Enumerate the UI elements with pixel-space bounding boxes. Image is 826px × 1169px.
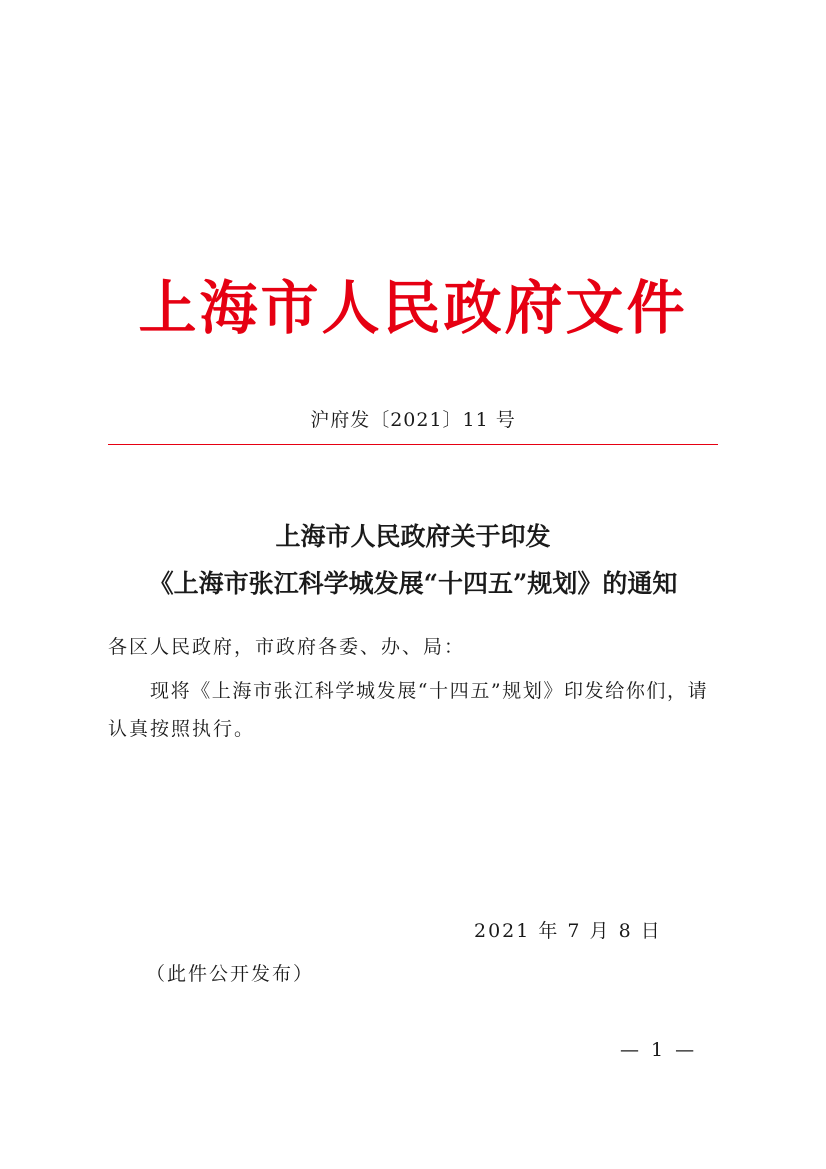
document-header-title: 上海市人民政府文件 (138, 274, 688, 342)
body-paragraph-line-1: 现将《上海市张江科学城发展“十四五”规划》印发给你们，请 (150, 680, 709, 702)
page-number: — 1 — (620, 1039, 698, 1061)
issue-date: 2021 年 7 月 8 日 (474, 920, 662, 942)
document-number: 沪府发〔2021〕11 号 (310, 409, 516, 431)
notice-title-line-1: 上海市人民政府关于印发 (275, 522, 551, 551)
body-paragraph-line-2: 认真按照执行。 (108, 718, 256, 740)
public-release-note: （此件公开发布） (146, 963, 315, 985)
addressee-line: 各区人民政府，市政府各委、办、局： (108, 636, 466, 658)
notice-title-line-2: 《上海市张江科学城发展“十四五”规划》的通知 (148, 569, 678, 598)
red-separator-line (108, 444, 718, 445)
